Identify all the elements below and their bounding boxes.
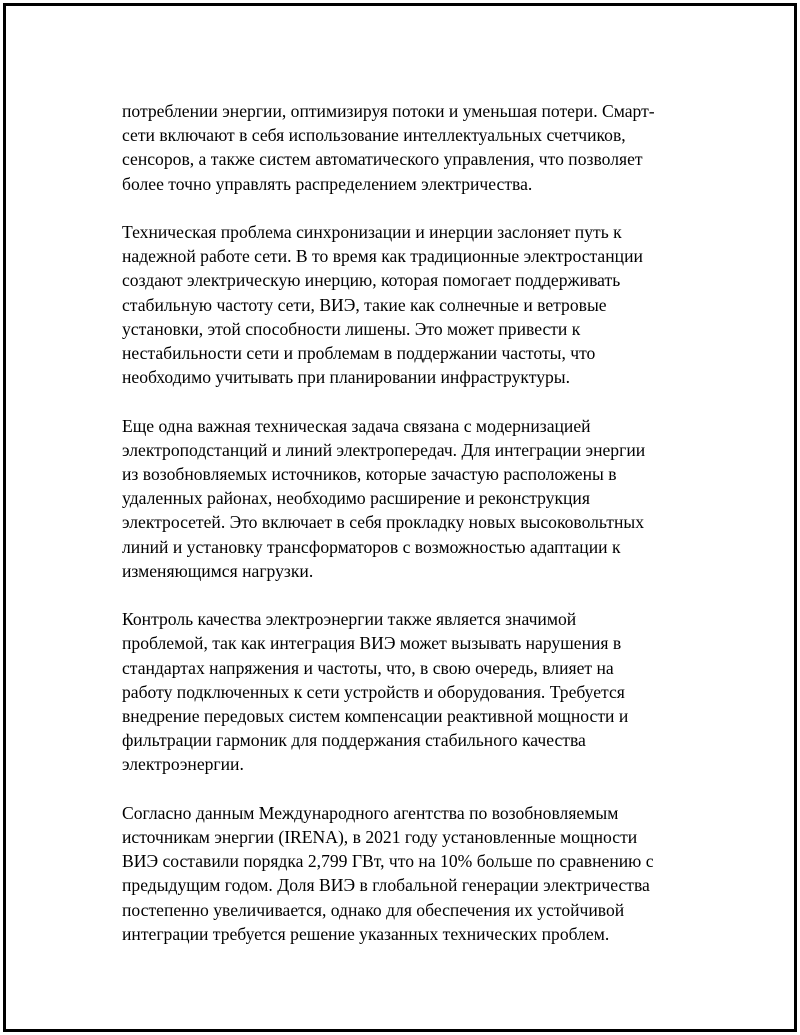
text-line: потреблении энергии, оптимизируя потоки и уменьшая потери. Смарт- xyxy=(122,101,655,121)
text-line: источникам энергии (IRENA), в 2021 году установленные мощности xyxy=(122,827,638,848)
text-line: электроподстанций и линий электропередач. Для интеграции энергии xyxy=(122,439,646,460)
text-line: более точно управлять распределением электричества. xyxy=(122,173,533,194)
text-line: надежной работе сети. В то время как традиционные электростанции xyxy=(122,246,643,267)
text-line: постепенно увеличивается, однако для обеспечения их устойчивой xyxy=(122,899,625,920)
paragraph-smart-grids xyxy=(122,99,702,196)
text-line: Контроль качества электроэнергии также является значимой xyxy=(122,609,577,630)
text-line: стандартах напряжения и частоты, что, в свою очередь, влияет на xyxy=(122,657,614,678)
paragraph-irena-statistics xyxy=(122,801,702,946)
text-line: работу подключенных к сети устройств и оборудования. Требуется xyxy=(122,681,625,702)
text-line: ВИЭ составили порядка 2,799 ГВт, что на 10% больше по сравнению с xyxy=(122,851,654,872)
text-line: Согласно данным Международного агентства по возобновляемым xyxy=(122,802,619,823)
text-line: предыдущим годом. Доля ВИЭ в глобальной генерации электричества xyxy=(122,875,650,896)
text-line: из возобновляемых источников, которые зачастую расположены в xyxy=(122,464,617,485)
text-line: проблемой, так как интеграция ВИЭ может вызывать нарушения в xyxy=(122,633,622,654)
text-line: электросетей. Это включает в себя прокладку новых высоковольтных xyxy=(122,512,645,533)
text-line: сенсоров, а также систем автоматического управления, что позволяет xyxy=(122,149,643,170)
text-line: интеграции требуется решение указанных технических проблем. xyxy=(122,923,610,944)
text-line: установки, этой способности лишены. Это может привести к xyxy=(122,318,581,339)
text-line: нестабильности сети и проблемам в поддержании частоты, что xyxy=(122,343,596,364)
text-line: Техническая проблема синхронизации и инерции заслоняет путь к xyxy=(122,222,622,242)
text-line: изменяющимся нагрузки. xyxy=(122,560,314,581)
text-line: создают электрическую инерцию, которая помогает поддерживать xyxy=(122,270,621,291)
text-line: стабильную частоту сети, ВИЭ, такие как солнечные и ветровые xyxy=(122,294,607,315)
text-line: внедрение передовых систем компенсации реактивной мощности и xyxy=(122,706,629,727)
paragraph-synchronization-inertia xyxy=(122,220,702,389)
document-body xyxy=(122,99,702,970)
text-line: Еще одна важная техническая задача связана с модернизацией xyxy=(122,415,591,436)
text-line: удаленных районах, необходимо расширение и реконструкция xyxy=(122,488,590,509)
paragraph-power-quality xyxy=(122,607,702,776)
text-line: необходимо учитывать при планировании инфраструктуры. xyxy=(122,367,571,388)
paragraph-substation-modernization xyxy=(122,414,702,583)
page-frame xyxy=(3,3,797,1032)
text-line: фильтрации гармоник для поддержания стабильного качества xyxy=(122,730,586,751)
text-line: электроэнергии. xyxy=(122,754,244,775)
text-line: линий и установку трансформаторов с возможностью адаптации к xyxy=(122,536,621,557)
text-line: сети включают в себя использование интеллектуальных счетчиков, xyxy=(122,125,626,146)
